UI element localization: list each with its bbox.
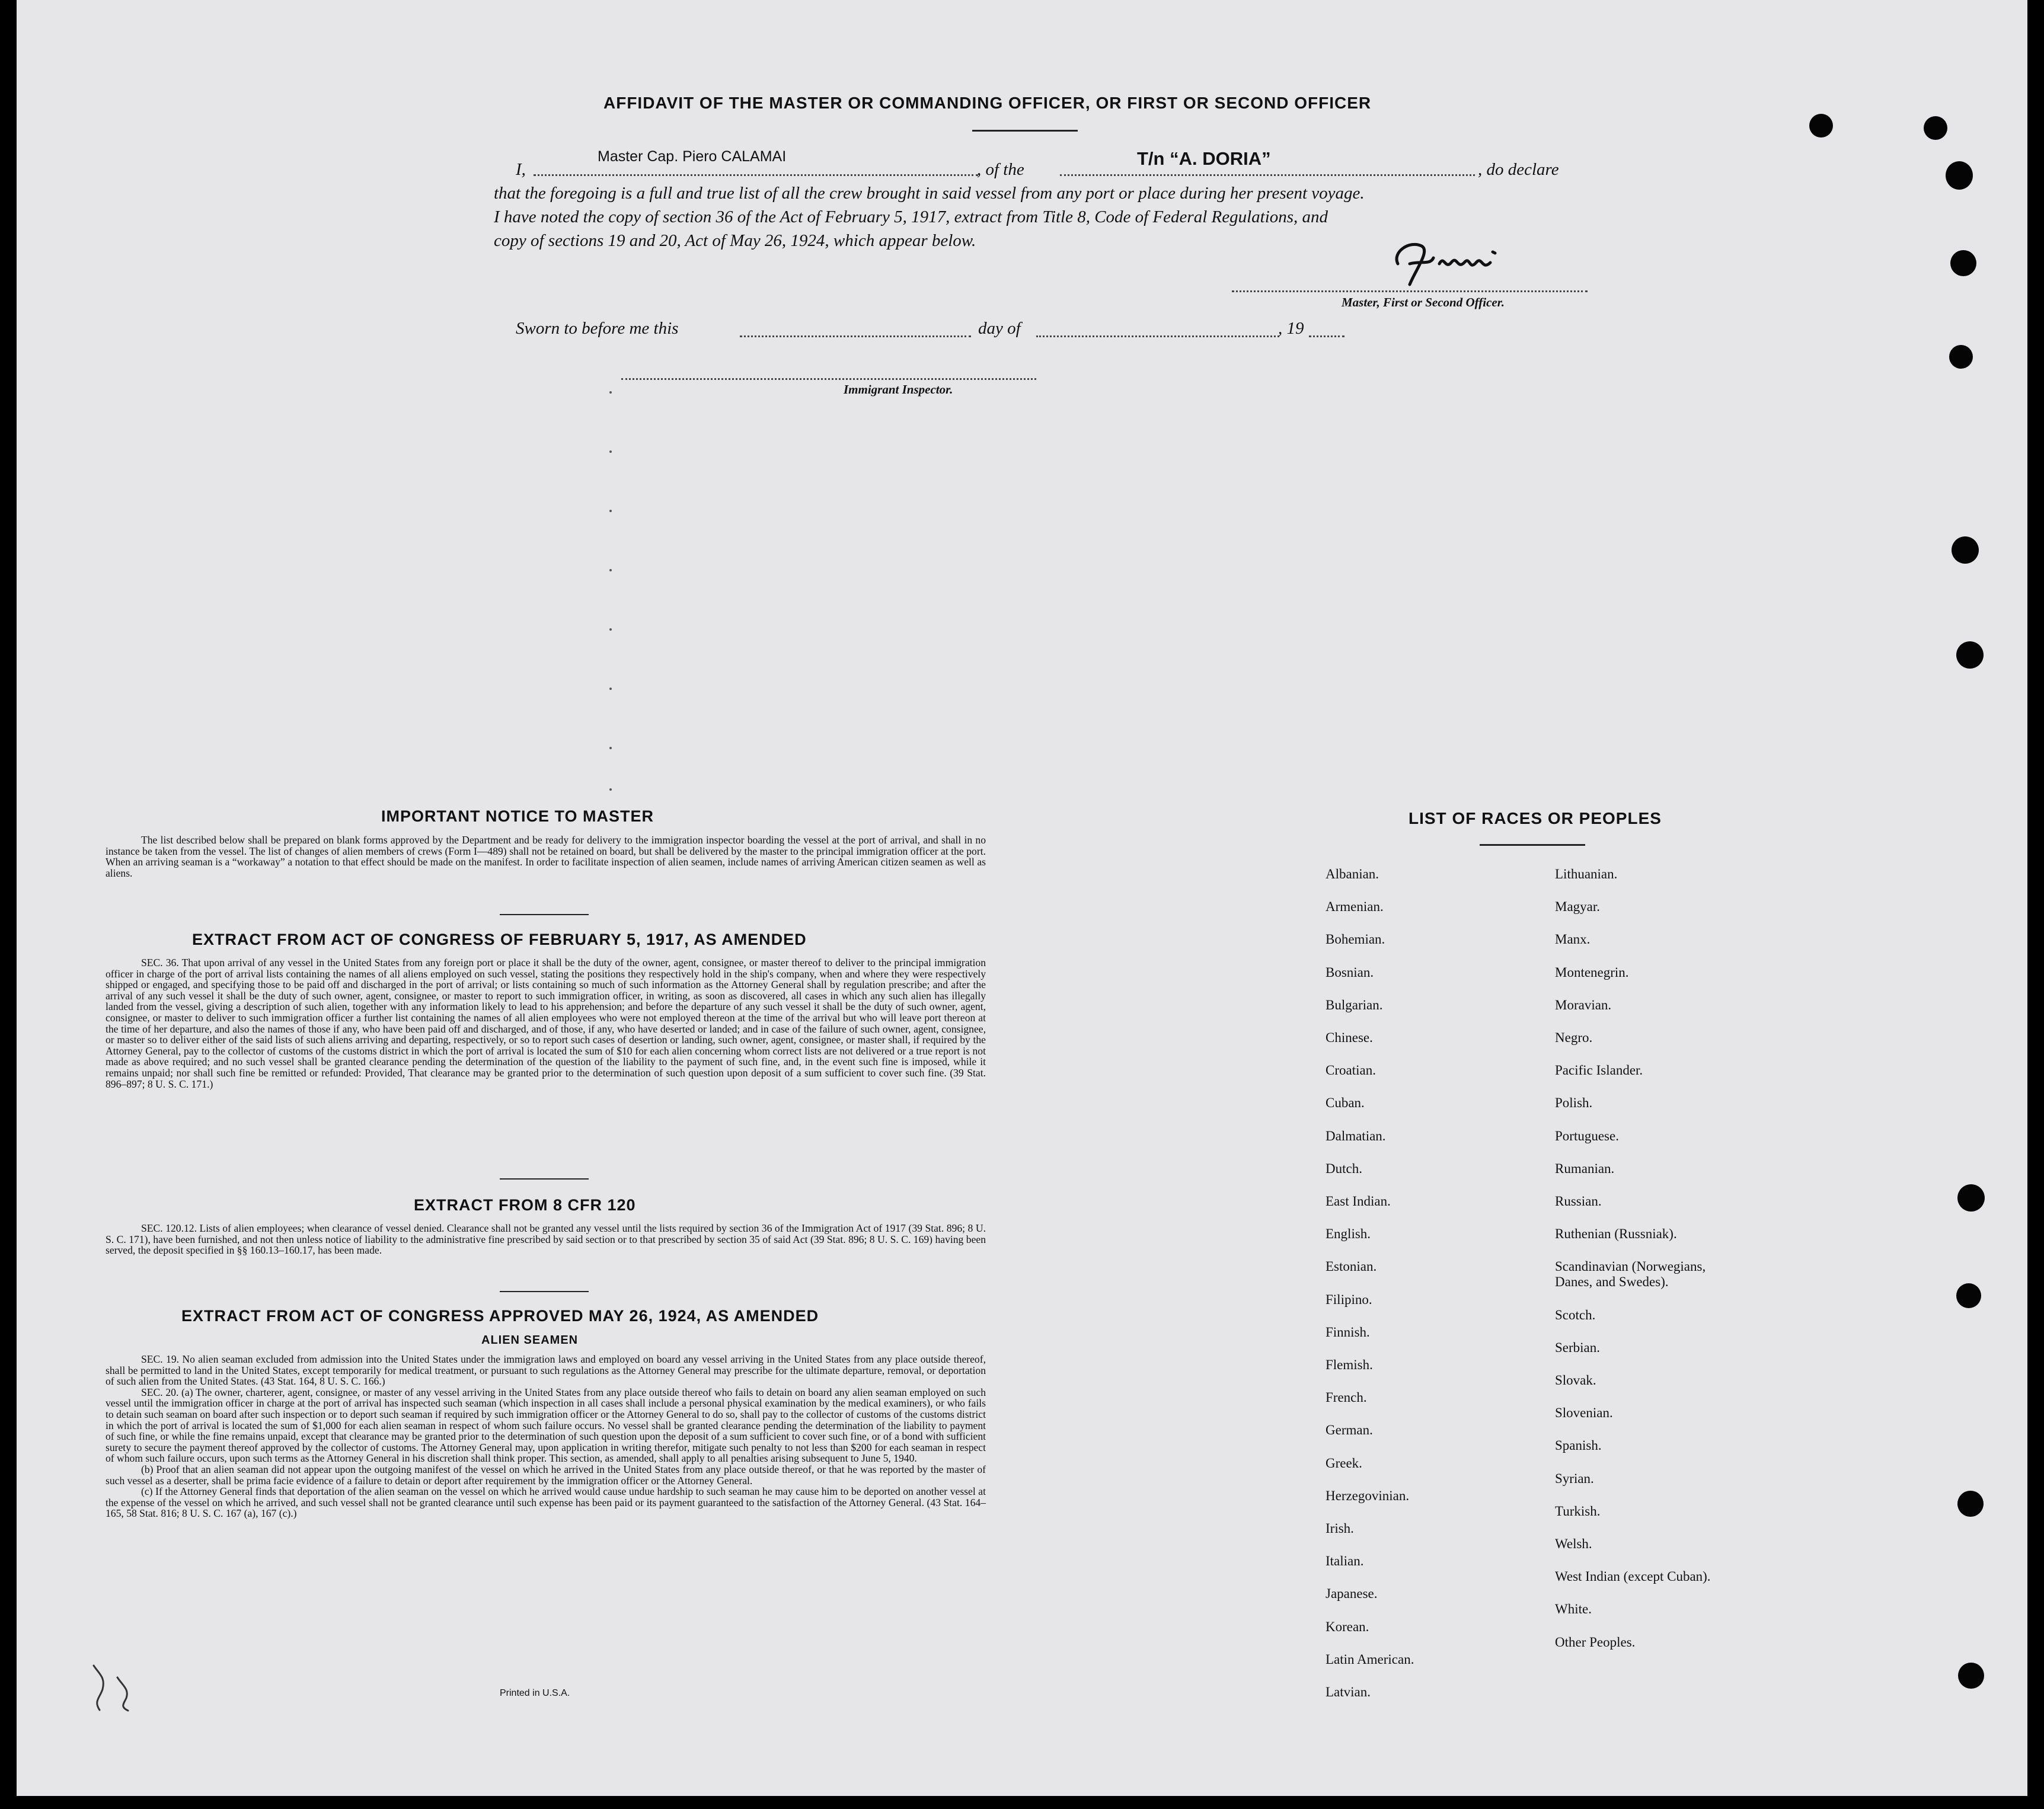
race-item: English. — [1326, 1226, 1371, 1242]
sworn-year-line — [1309, 335, 1344, 337]
race-item: Latin American. — [1326, 1651, 1414, 1667]
extract-1917-title: EXTRACT FROM ACT OF CONGRESS OF FEBRUARY 5, 1917, AS AMENDED — [192, 931, 807, 948]
race-item: Dalmatian. — [1326, 1128, 1386, 1143]
race-item: Welsh. — [1555, 1536, 1592, 1551]
section-20b: (b) Proof that an alien seaman did not appear upon the outgoing manifest of the vessel on which he arrived in the United States from any place outside thereof, or that he was reported by the master of such vessel as a deserter, shall be prima facie evidence of a failure to detain or deport after requirement by the immigration officer or the Attorney General. — [106, 1463, 986, 1487]
race-item: West Indian (except Cuban). — [1555, 1569, 1711, 1584]
race-item: Spanish. — [1555, 1438, 1602, 1453]
affidavit-title: AFFIDAVIT OF THE MASTER OR COMMANDING OFFICER, OR FIRST OR SECOND OFFICER — [603, 94, 1372, 112]
race-item: Scotch. — [1555, 1307, 1596, 1322]
inspector-caption: Immigrant Inspector. — [844, 382, 953, 397]
race-item: Japanese. — [1326, 1586, 1378, 1602]
extract-1924-body — [106, 1354, 986, 1519]
sworn-day-line — [740, 335, 971, 337]
year-label: , 19 — [1278, 319, 1304, 338]
race-item: Other Peoples. — [1555, 1634, 1636, 1650]
extract-1917-divider — [500, 1178, 589, 1180]
race-item: Cuban. — [1326, 1095, 1365, 1111]
race-item: Herzegovinian. — [1326, 1488, 1410, 1503]
race-item: Negro. — [1555, 1030, 1593, 1045]
extract-cfr-divider — [500, 1291, 589, 1292]
race-item: Dutch. — [1326, 1161, 1362, 1176]
race-item: Chinese. — [1326, 1030, 1373, 1045]
section-19: SEC. 19. No alien seaman excluded from admission into the United States under the immigration laws and employed on board any vessel arriving in the United States from any place outside thereof, shall be permitted to land in the United States, except temporarily for medical treatment, or pursuant to such regulations as the Attorney General may prescribe for the ultimate departure, removal, or deportation of such alien from the United States. (43 Stat. 164, 8 U. S. C. 166.) — [106, 1353, 986, 1388]
race-item: French. — [1326, 1390, 1367, 1405]
race-item: Bulgarian. — [1326, 997, 1383, 1012]
sworn-month-line — [1036, 335, 1279, 337]
race-item: Finnish. — [1326, 1324, 1370, 1340]
signature-line — [1232, 290, 1588, 292]
race-item: Rumanian. — [1555, 1161, 1615, 1176]
title-underline — [972, 130, 1078, 132]
sworn-label: Sworn to before me this — [516, 319, 679, 338]
of-the-label: , of the — [977, 160, 1024, 179]
margin-pencil-mark — [76, 1654, 153, 1713]
master-signature — [1374, 228, 1528, 293]
race-item: German. — [1326, 1423, 1373, 1438]
day-of-label: day of — [978, 319, 1021, 338]
races-title-underline — [1480, 844, 1585, 846]
race-item: Slovak. — [1555, 1373, 1596, 1388]
race-item: Portuguese. — [1555, 1128, 1619, 1143]
race-item: Italian. — [1326, 1554, 1364, 1569]
race-item: Estonian. — [1326, 1259, 1377, 1274]
race-item: Moravian. — [1555, 997, 1612, 1012]
affidavit-line-4: copy of sections 19 and 20, Act of May 26, 1924, which appear below. — [494, 231, 976, 250]
vessel-value[interactable]: T/n “A. DORIA” — [1137, 148, 1271, 169]
race-item: Albanian. — [1326, 867, 1379, 881]
race-item: Russian. — [1555, 1194, 1602, 1209]
race-item: Turkish. — [1555, 1503, 1601, 1519]
printed-in-usa: Printed in U.S.A. — [500, 1688, 570, 1698]
race-item: Manx. — [1555, 932, 1591, 947]
extract-1924-title: EXTRACT FROM ACT OF CONGRESS APPROVED MAY 26, 1924, AS AMENDED — [181, 1307, 819, 1325]
do-declare-label: , do declare — [1478, 160, 1559, 179]
race-item: Greek. — [1326, 1455, 1362, 1471]
races-title: LIST OF RACES OR PEOPLES — [1409, 809, 1662, 827]
race-item: Polish. — [1555, 1095, 1593, 1111]
form-sheet — [17, 0, 2027, 1796]
extract-1924-subtitle: ALIEN SEAMEN — [481, 1334, 579, 1347]
affidavit-line-3: I have noted the copy of section 36 of the Act of February 5, 1917, extract from Title 8, Code of Federal Regulations, and — [494, 207, 1328, 226]
i-label: I, — [516, 160, 526, 179]
race-item: East Indian. — [1326, 1194, 1391, 1209]
affidavit-line-2: that the foregoing is a full and true list of all the crew brought in said vessel from any port or place during her present voyage. — [494, 184, 1365, 203]
race-item: Danes, and Swedes). — [1555, 1274, 1669, 1290]
section-20a: SEC. 20. (a) The owner, charterer, agent, consignee, or master of any vessel arriving in the United States from any place outside thereof who fails to detain on board any alien seaman employed on such vessel until the immigration officer in charge at the port of arrival has inspected such seaman (which inspection in all cases shall include a personal physical examination by the medical examiners), or who fails to detain such seaman on board after such inspection or to deport such seaman if required by such immigration officer or the Attorney General to do so, shall pay to the collector of customs of the customs district in which the port of arrival is located the sum of $1,000 for each alien seaman in respect of whom such failure occurs. No vessel shall be granted clearance pending the determination of the liability to payment of such fine, or while the fine remains unpaid, except that clearance may be granted prior to the determination of such question upon the deposit of a sum sufficient to cover such fine, or of a bond with sufficient surety to secure the payment thereof approved by the collector of customs. The Attorney General may, upon application in writing therefor, mitigate such penalty to not less than $200 for each seaman in respect of whom such failure occurs, upon such terms as the Attorney General in his discretion shall think proper. This section, as amended, shall apply to all penalties arising subsequent to June 5, 1940. — [106, 1386, 986, 1465]
race-item: Flemish. — [1326, 1357, 1373, 1372]
race-item: Bohemian. — [1326, 932, 1385, 947]
race-item: Armenian. — [1326, 899, 1384, 915]
notice-divider — [500, 914, 589, 915]
race-item: White. — [1555, 1602, 1592, 1617]
race-item: Korean. — [1326, 1619, 1369, 1634]
race-item: Latvian. — [1326, 1685, 1371, 1699]
notice-title: IMPORTANT NOTICE TO MASTER — [381, 807, 654, 825]
master-name-value[interactable]: Master Cap. Piero CALAMAI — [598, 148, 787, 165]
race-item: Montenegrin. — [1555, 964, 1629, 980]
race-item: Filipino. — [1326, 1292, 1372, 1307]
section-20c: (c) If the Attorney General finds that deportation of the alien seaman on the vessel on which he arrived would cause undue hardship to such seaman he may cause him to be deported on another vessel at the expense of the vessel on which he arrived, and such vessel shall not be granted clearance until such expense has been paid or its payment guaranteed to the satisfaction of the Attorney General. (43 Stat. 164–165, 58 Stat. 816; 8 U. S. C. 167 (a), 167 (c).) — [106, 1485, 986, 1520]
inspector-line — [621, 378, 1036, 380]
race-item: Scandinavian (Norwegians, — [1555, 1259, 1706, 1274]
vessel-line — [1060, 174, 1475, 176]
race-item: Slovenian. — [1555, 1405, 1613, 1421]
extract-1917-body: SEC. 36. That upon arrival of any vessel in the United States from any foreign port or place it shall be the duty of the owner, agent, consignee, or master thereof to deliver to the principal immigration officer in charge of the port of arrival lists containing the names of all aliens employed on such vessel, stating the positions they respectively hold in the ship's company, when and where they were respectively shipped or engaged, and specifying those to be paid off and discharged in the port of arrival; or lists containing so much of such information as the Attorney General shall by regulation prescribe; and after the arrival of any such vessel it shall be the duty of such owner, agent, consignee, or master to report to such immigration officer, in writing, as soon as discovered, all cases in which any such alien has illegally landed from the vessel, giving a description of such alien, together with any information likely to lead to his apprehension; and before the departure of any such vessel it shall be the duty of such owner, agent, consignee, or master to deliver to such immigration officer a further list containing the names of all alien employees who were not employed thereon at the time of the arrival but who will leave port thereon at the time of her departure, and also the names of those if any, who have been paid off and discharged, and of those, if any, who have deserted or landed; and in case of the failure of such owner, agent, consignee, or master so to deliver either of the said lists of such aliens arriving and departing, respectively, or so to report such cases of desertion or landing, such owner, agent, consignee, or master shall, if required by the Attorney General, pay to the collector of customs of the customs district in which the port of arrival is located the sum of $10 for each alien concerning whom correct lists are not delivered or a true report is not made as above required; and no such vessel shall be granted clearance pending the determination of the question of the liability to the payment of such fine, and, in the event such fine is imposed, while it remains unpaid; nor shall such fine be remitted or refunded: Provided, That clearance may be granted prior to the determination of such question upon deposit of a sum sufficient to cover such fine. (39 Stat. 896–897; 8 U. S. C. 171.) — [106, 957, 986, 1090]
race-item: Bosnian. — [1326, 964, 1374, 980]
master-name-line — [534, 174, 978, 176]
notice-body: The list described below shall be prepared on blank forms approved by the Department and be ready for delivery to the immigration inspector boarding the vessel at the port of arrival, and shall in no instance be taken from the vessel. The list of changes of alien members of crews (Form I—489) shall not be retained on board, but shall be delivered by the master to the principal immigration officer at the port. When an arriving seaman is a “workaway” a notation to that effect should be made on the manifest. In order to facilitate inspection of alien seamen, include names of arriving American citizen seamen as well as aliens. — [106, 834, 986, 879]
extract-cfr-body: SEC. 120.12. Lists of alien employees; when clearance of vessel denied. Clearance shall not be granted any vessel until the lists required by section 36 of the Immigration Act of 1917 (39 Stat. 896; 8 U. S. C. 171), have been furnished, and not then unless notice of liability to the administrative fine prescribed by said section or to that prescribed by section 35 of said Act (39 Stat. 896; 8 U. S. C. 169) having been served, the deposit specified in §§ 160.13–160.17, has been made. — [106, 1222, 986, 1257]
race-item: Pacific Islander. — [1555, 1063, 1643, 1078]
race-item: Magyar. — [1555, 899, 1601, 915]
signature-caption: Master, First or Second Officer. — [1342, 295, 1505, 309]
race-item: Serbian. — [1555, 1340, 1601, 1355]
race-item: Syrian. — [1555, 1471, 1594, 1486]
race-item: Ruthenian (Russniak). — [1555, 1226, 1677, 1242]
race-item: Lithuanian. — [1555, 867, 1618, 881]
race-item: Croatian. — [1326, 1063, 1376, 1078]
race-item: Irish. — [1326, 1521, 1354, 1536]
extract-cfr-title: EXTRACT FROM 8 CFR 120 — [414, 1196, 636, 1214]
